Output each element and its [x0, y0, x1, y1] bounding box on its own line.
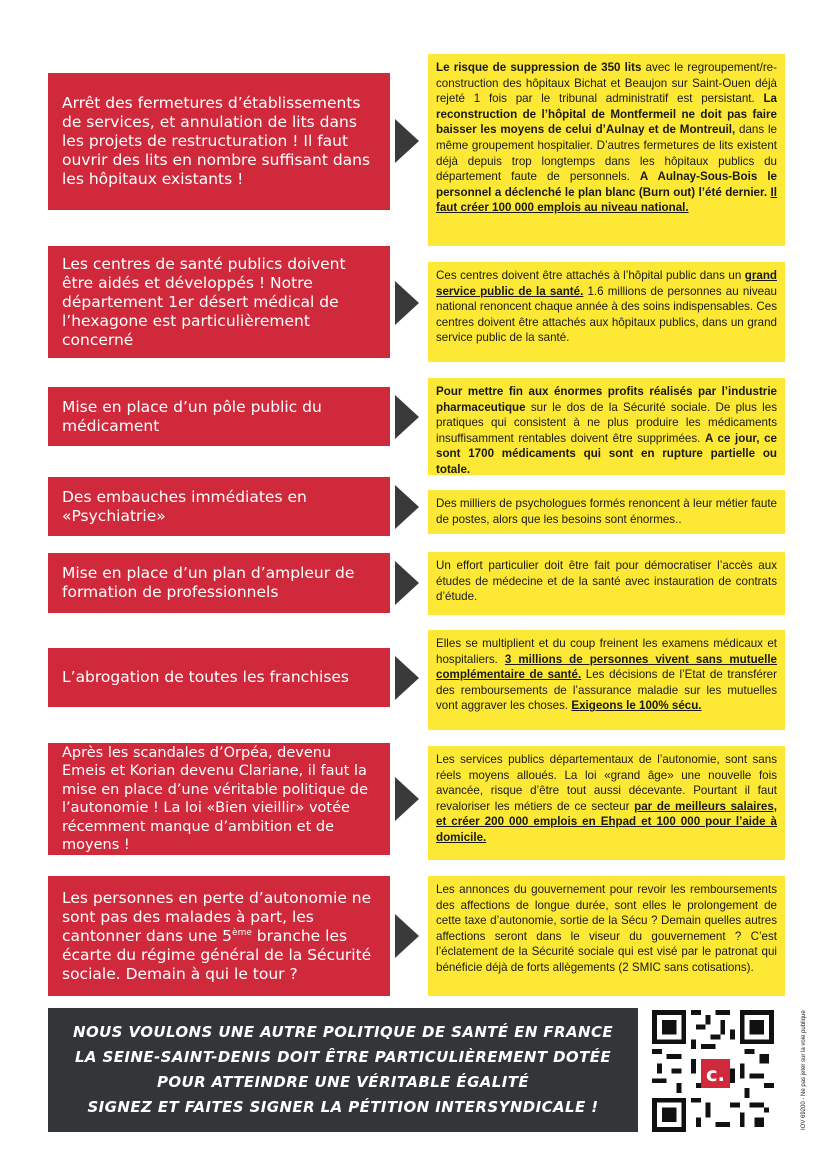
detail-box-5 [428, 552, 785, 615]
arrow-icon [395, 281, 419, 325]
detail-run: Pour mettre fin aux énormes profits réalisés par l’industrie pharmaceutique [436, 385, 777, 414]
detail-run: Il faut créer 100 000 emplois au niveau national. [436, 185, 777, 215]
detail-run: Les décisions de l’Etat de transférer des remboursements de l’assurance maladie sur les mutuelles vont aggraver les choses. [436, 668, 777, 713]
detail-box-7 [428, 746, 785, 860]
detail-run: dans le même groupement hospitalier. D’autres fermetures de lits existent déjà depuis trop longtemps dans les hôpitaux publics du département faute de personnels. [436, 123, 777, 184]
detail-run: Exigeons le 100% sécu. [571, 699, 702, 713]
qr-logo: c. [705, 1063, 725, 1087]
demand-box-8 [48, 876, 390, 996]
petition-banner [48, 1008, 638, 1132]
banner-line-4: SIGNEZ ET FAITES SIGNER LA PÉTITION INTERSYNDICALE ! [87, 1098, 599, 1116]
demand-box-4 [48, 477, 390, 536]
arrow-icon [395, 561, 419, 605]
detail-run: A Aulnay-Sous-Bois le personnel a déclenché le plan blanc (Burn out) l’été dernier. [436, 170, 777, 199]
detail-run: A ce jour, ce sont 1700 médicaments qui sont en rupture partielle ou totale. [436, 431, 778, 476]
demand-text-7: Après les scandales d’Orpéa, devenu Emeis et Korian devenu Clariane, il faut la mise en place d’une véritable politique de l’autonomie ! La loi «Bien vieillir» votée récemment manque d’ambition et de moyens ! [62, 744, 369, 853]
banner-line-3: POUR ATTEINDRE UNE VÉRITABLE ÉGALITÉ [156, 1073, 530, 1091]
detail-run: Les services publics départementaux de l’autonomie, sont sans réels moyens alloués. La loi «grand âge» une nouvelle fois avancée, risque d’être tout aussi décevante. Pourtant il faut revaloriser les métiers de ce secteur [436, 753, 777, 813]
detail-box-6 [428, 630, 785, 730]
qr-code-icon[interactable] [652, 1010, 774, 1132]
demand-text-2: Les centres de santé publics doivent être aidés et développés ! Notre département 1er désert médical de l’hexagone est particulièrement concerné [62, 254, 346, 349]
banner-line-1: NOUS VOULONS UNE AUTRE POLITIQUE DE SANTÉ EN FRANCE [72, 1023, 614, 1041]
demand-text-5: Mise en place d’un plan d’ampleur de formation de professionnels [62, 564, 355, 601]
detail-box-2 [428, 262, 785, 362]
demand-box-5 [48, 553, 390, 613]
detail-run: La reconstruction de l’hôpital de Montfermeil ne doit pas faire baisser les moyens de celui d’Aulnay et de Montreuil, [436, 92, 777, 137]
detail-box-4 [428, 490, 785, 534]
detail-box-3 [428, 378, 785, 475]
detail-run: Ces centres doivent être attachés à l’hôpital public dans un [436, 269, 745, 282]
detail-run: 1.6 millions de personnes au niveau national renoncent chaque année à des soins indispensables. Ces centres doivent être attachés aux hôpitaux publics, dans un grand service public de la santé. [436, 284, 777, 345]
detail-run: Un effort particulier doit être fait pour démocratiser l’accès aux études de médecine et de la santé avec instauration de contrats d’étude. [436, 559, 777, 604]
arrow-icon [395, 914, 419, 958]
demand-text-8: Les personnes en perte d’autonomie ne sont pas des malades à part, les cantonner dans une 5ème branche les écarte du régime général de la Sécurité sociale. Demain à qui le tour ? [62, 888, 372, 983]
demand-text-3: Mise en place d’un pôle public du médicament [62, 397, 322, 435]
detail-run: par de meilleurs salaires, et créer 200 000 emplois en Ehpad et 100 000 pour l’aide à domicile. [436, 799, 778, 844]
demand-box-1 [48, 73, 390, 210]
detail-run: grand service public de la santé. [436, 269, 777, 298]
arrow-icon [395, 395, 419, 439]
detail-box-1 [428, 54, 785, 246]
detail-run: avec le regroupement/re-construction des hôpitaux Bichat et Beaujon sur Saint-Ouen déjà rejeté 1 fois par le tribunal administratif est persistant. [436, 61, 777, 106]
arrow-icon [395, 777, 419, 821]
imprint-text: IOV 69200 - Ne pas jeter sur la voie publique [801, 1010, 807, 1130]
detail-run: Des milliers de psychologues formés renoncent à leur métier faute de postes, alors que les besoins sont énormes.. [436, 497, 777, 526]
demand-text-4: Des embauches immédiates en «Psychiatrie» [62, 487, 307, 525]
arrow-icon [395, 485, 419, 529]
demand-box-3 [48, 387, 390, 446]
detail-box-8 [428, 876, 785, 996]
arrow-icon [395, 119, 419, 163]
demand-text-6: L’abrogation de toutes les franchises [62, 668, 350, 686]
demand-text-1: Arrêt des fermetures d’établissements de services, et annulation de lits dans les projets de restructuration ! Il faut ouvrir des lits en nombre suffisant dans les hôpitaux existants ! [62, 94, 371, 188]
arrow-icon [395, 656, 419, 700]
demand-box-6 [48, 648, 390, 707]
demand-box-2 [48, 246, 390, 358]
detail-run: sur le dos de la Sécurité sociale. De plus les pratiques qui consistent à ne plus produire les médicaments insuffisamment rentables doivent être supprimées. [436, 400, 777, 445]
detail-run: Le risque de suppression de 350 lits [436, 61, 642, 74]
banner-line-2: LA SEINE-SAINT-DENIS DOIT ÊTRE PARTICULIÈREMENT DOTÉE [74, 1048, 612, 1066]
detail-run: 3 millions de personnes vivent sans mutuelle complémentaire de santé. [436, 652, 777, 682]
demand-box-7 [48, 743, 390, 855]
detail-run: Les annonces du gouvernement pour revoir les remboursements des affections de longue durée, sont elles le prolongement de cette taxe d’autonomie, sortie de la Sécu ? Demain quelles autres affections seront dans le viseur du gouvernement ? C’est l’éclatement de la Sécurité sociale qui est visé par le patronat qui bénéficie déjà de forts allègements (2 SMIC sans cotisations). [436, 883, 777, 974]
detail-run: Elles se multiplient et du coup freinent les examens médicaux et hospitaliers. [436, 637, 777, 666]
